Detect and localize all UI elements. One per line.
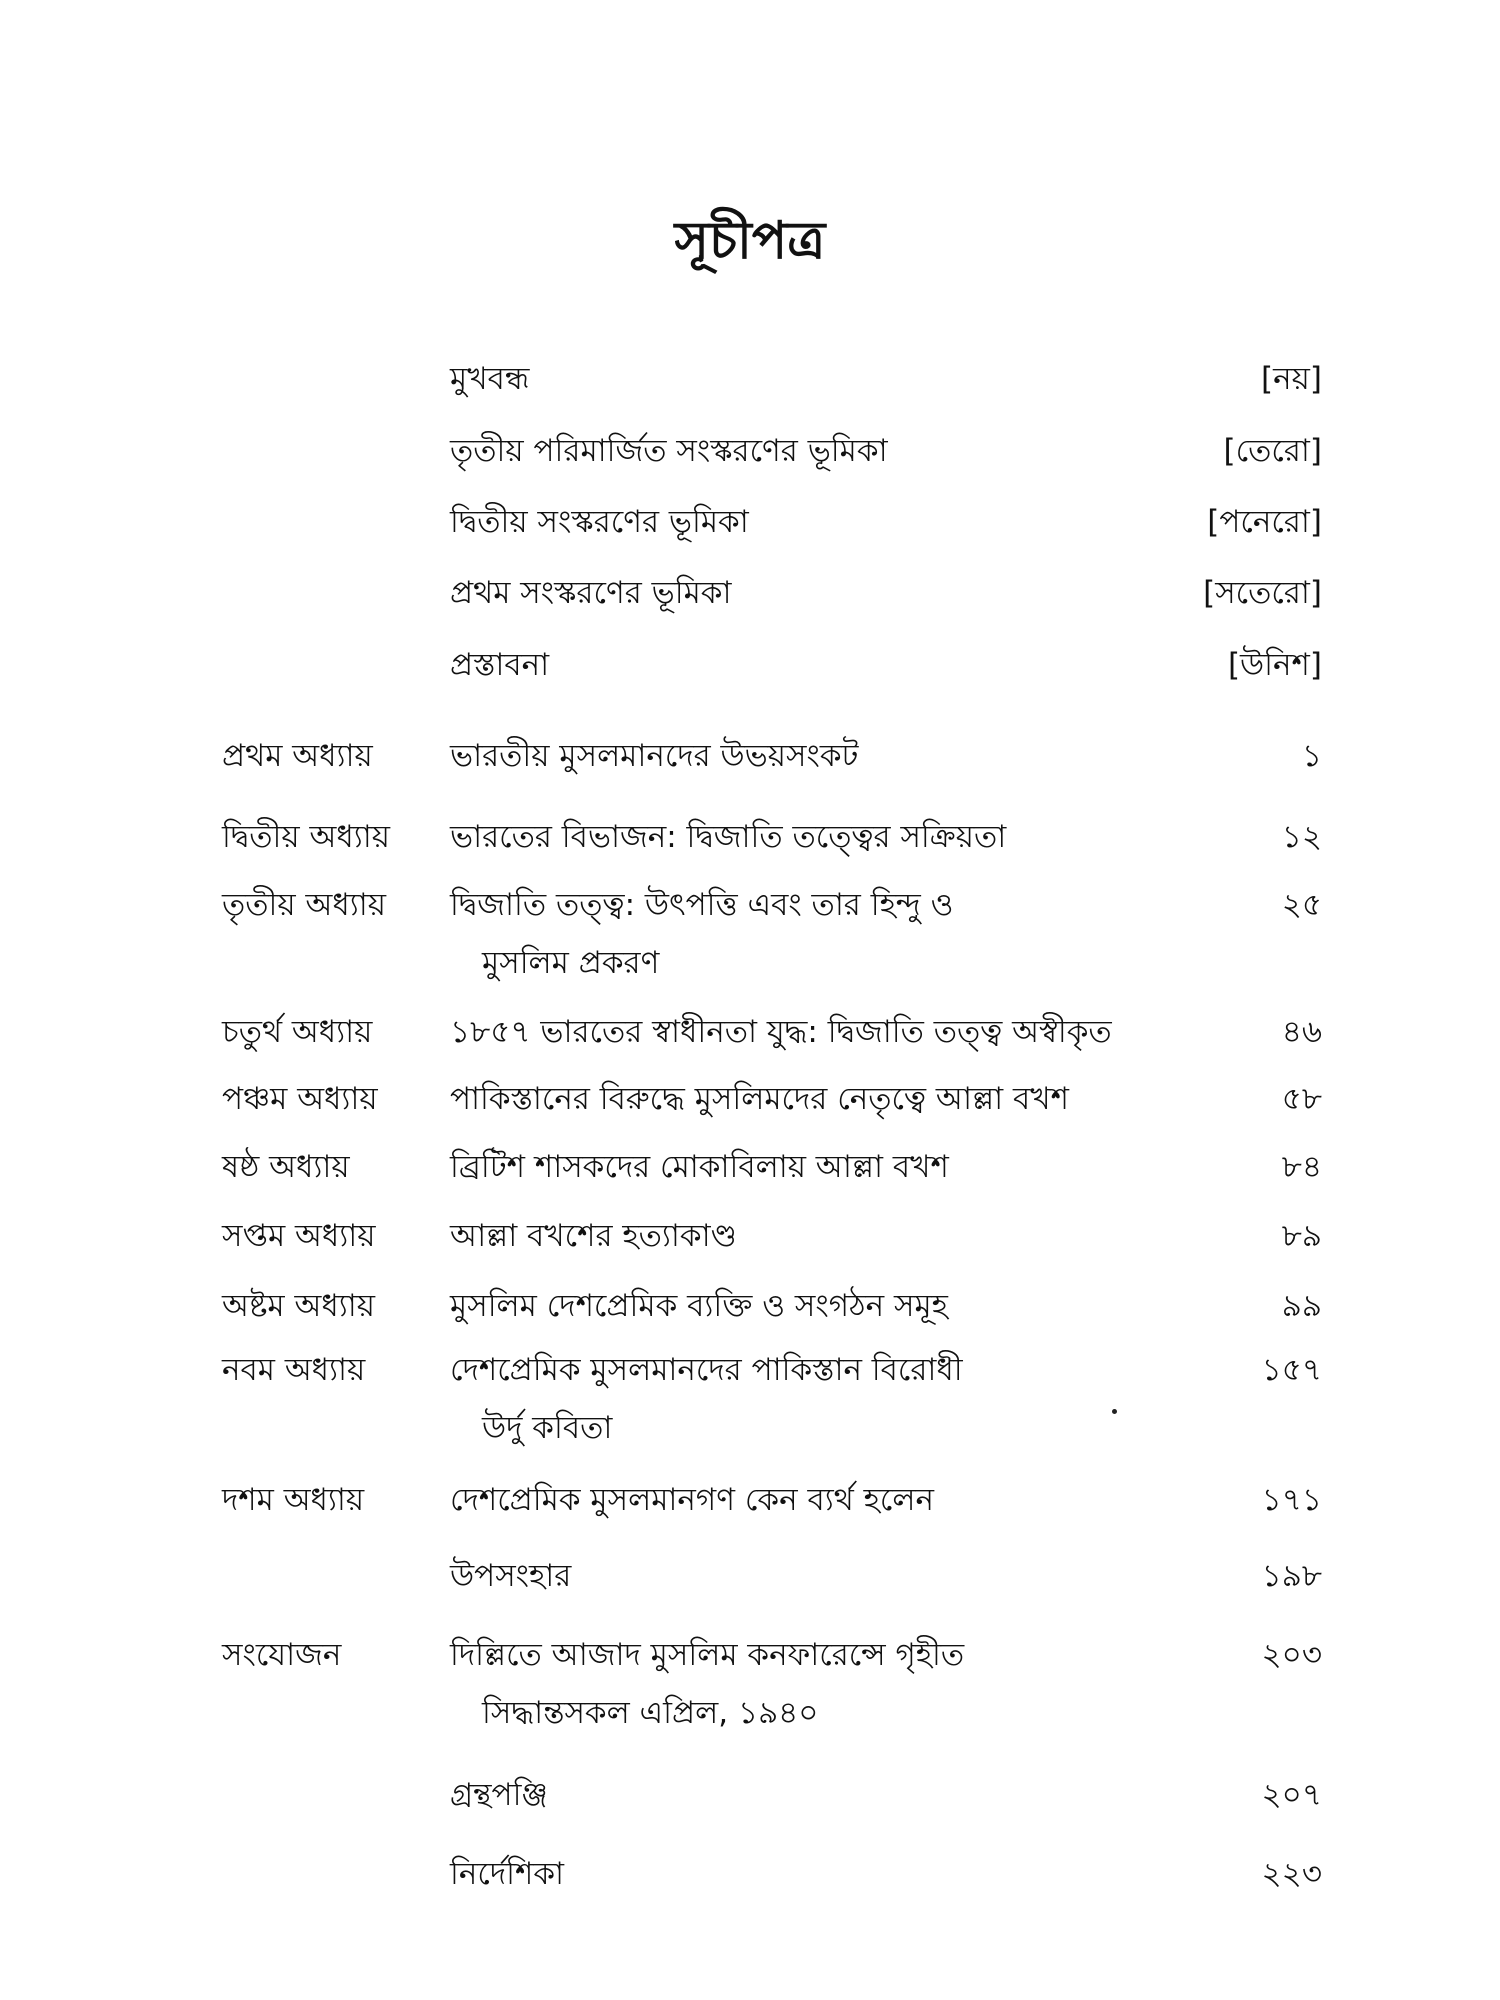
chapter-label: সপ্তম অধ্যায় — [222, 1218, 376, 1254]
entry-title-text: মুসলিম দেশপ্রেমিক ব্যক্তি ও সংগঠন সমূহ — [450, 1288, 948, 1324]
chapter-label: অষ্টম অধ্যায় — [222, 1288, 375, 1324]
entry-page-number: ২৫ — [1281, 887, 1322, 923]
entry-title-continuation: সিদ্ধান্তসকল এপ্রিল, ১৯৪০ — [482, 1695, 819, 1731]
entry-page-number: ১৭১ — [1261, 1482, 1322, 1518]
entry-title — [450, 1070, 1240, 1128]
entry-title — [450, 727, 1240, 785]
entry-title: মুখবন্ধ — [450, 361, 530, 397]
entry-title — [450, 1845, 1240, 1903]
entry-title: প্রথম সংস্করণের ভূমিকা — [450, 575, 732, 611]
entry-title — [450, 1341, 1240, 1457]
chapter-label: তৃতীয় অধ্যায় — [222, 887, 386, 923]
entry-title-text: গ্রন্থপঞ্জি — [450, 1777, 548, 1813]
entry-title — [450, 1547, 1240, 1605]
entry-title — [450, 1003, 1240, 1061]
entry-title-text: আল্লা বখশের হত্যাকাণ্ড — [450, 1218, 737, 1254]
chapter-label: প্রথম অধ্যায় — [222, 738, 373, 774]
entry-title: প্রস্তাবনা — [450, 647, 550, 683]
entry-page-number: [পনেরো] — [1207, 504, 1322, 540]
entry-page-number: ২০৩ — [1261, 1637, 1322, 1673]
entry-title-text: ভারতীয় মুসলমানদের উভয়সংকট — [450, 738, 859, 774]
entry-page-number: ১৯৮ — [1261, 1558, 1322, 1594]
entry-title — [450, 876, 1240, 992]
entry-title — [450, 1138, 1240, 1196]
entry-title-text: দেশপ্রেমিক মুসলমানগণ কেন ব্যর্থ হলেন — [450, 1482, 934, 1518]
entry-page-number: ৯৯ — [1281, 1288, 1322, 1324]
entry-page-number: ১ — [1301, 738, 1322, 774]
chapter-label: নবম অধ্যায় — [222, 1352, 366, 1388]
entry-page-number: [সতেরো] — [1203, 575, 1322, 611]
chapter-label: ষষ্ঠ অধ্যায় — [222, 1149, 350, 1185]
entry-title: দ্বিতীয় সংস্করণের ভূমিকা — [450, 504, 749, 540]
entry-title-text: পাকিস্তানের বিরুদ্ধে মুসলিমদের নেতৃত্বে আল্লা বখশ — [450, 1081, 1069, 1117]
entry-title-continuation: মুসলিম প্রকরণ — [482, 945, 660, 981]
entry-title — [450, 1207, 1240, 1265]
entry-title-text: ব্রিটিশ শাসকদের মোকাবিলায় আল্লা বখশ — [450, 1149, 949, 1185]
entry-page-number: ৮৯ — [1281, 1218, 1322, 1254]
entry-page-number: ১২ — [1281, 819, 1322, 855]
entry-title-text: দেশপ্রেমিক মুসলমানদের পাকিস্তান বিরোধী — [450, 1352, 963, 1388]
chapter-label: চতুর্থ অধ্যায় — [222, 1014, 373, 1050]
entry-title — [450, 808, 1240, 866]
entry-title — [450, 1626, 1240, 1742]
entry-page-number: ১৫৭ — [1261, 1352, 1322, 1388]
entry-page-number: [তেরো] — [1223, 433, 1322, 469]
entry-page-number: [উনিশ] — [1227, 647, 1322, 683]
entry-page-number: ২২৩ — [1261, 1856, 1322, 1892]
ink-speck — [1112, 1409, 1117, 1414]
chapter-label: পঞ্চম অধ্যায় — [222, 1081, 378, 1117]
entry-page-number: ২০৭ — [1261, 1777, 1322, 1813]
entry-title-text: নির্দেশিকা — [450, 1856, 565, 1892]
page-title: সূচীপত্র — [674, 210, 826, 271]
entry-title-text: দ্বিজাতি তত্ত্ব: উৎপত্তি এবং তার হিন্দু ও — [450, 887, 954, 923]
entry-title-text: উপসংহার — [450, 1558, 572, 1594]
entry-title — [450, 1471, 1240, 1529]
entry-title — [450, 1277, 1240, 1335]
entry-title-text: দিল্লিতে আজাদ মুসলিম কনফারেন্সে গৃহীত — [450, 1637, 965, 1673]
entry-title-text: ভারতের বিভাজন: দ্বিজাতি তত্ত্বের সক্রিয়তা — [450, 819, 1007, 855]
chapter-label: সংযোজন — [222, 1637, 342, 1673]
chapter-label: দ্বিতীয় অধ্যায় — [222, 819, 390, 855]
entry-title-continuation: উর্দু কবিতা — [482, 1410, 613, 1446]
entry-page-number: ৮৪ — [1281, 1149, 1322, 1185]
entry-page-number: [নয়] — [1261, 361, 1322, 397]
chapter-label: দশম অধ্যায় — [222, 1482, 365, 1518]
entry-page-number: ৪৬ — [1281, 1014, 1322, 1050]
entry-title-text: ১৮৫৭ ভারতের স্বাধীনতা যুদ্ধ: দ্বিজাতি তত্ত্ব অস্বীকৃত — [450, 1014, 1112, 1050]
entry-title: তৃতীয় পরিমার্জিত সংস্করণের ভূমিকা — [450, 433, 888, 469]
entry-title — [450, 1766, 1240, 1824]
entry-page-number: ৫৮ — [1281, 1081, 1322, 1117]
